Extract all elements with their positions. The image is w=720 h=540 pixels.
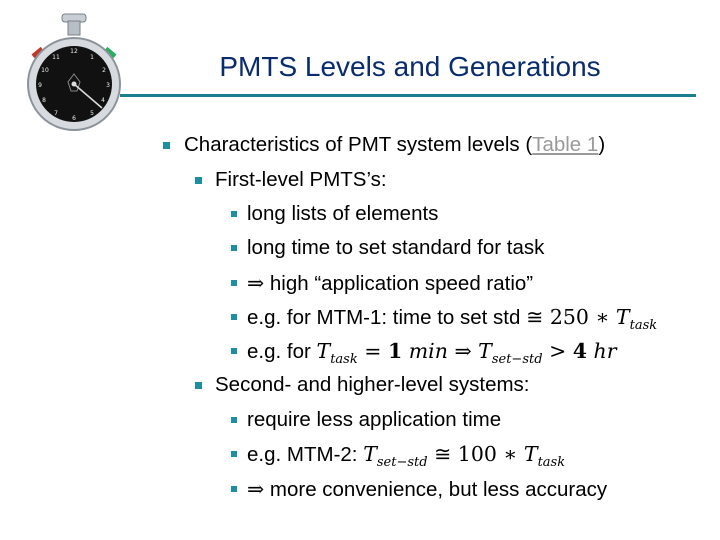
bullet-ttask-example: e.g. for $T_{task} = 1$ min ⇒ $T_{set-std} > 4$ hr: [247, 339, 617, 367]
svg-text:3: 3: [106, 82, 110, 89]
svg-text:8: 8: [42, 97, 46, 104]
bullet-marker: [231, 451, 237, 457]
svg-text:9: 9: [38, 82, 42, 89]
bullet-mtm1-example: e.g. for MTM-1: time to set std ≅ 250 ∗ $T_{task}$: [247, 305, 658, 333]
bullet-marker: [231, 245, 237, 251]
svg-text:6: 6: [72, 115, 76, 122]
bullet-speed-ratio: ⇒ high “application speed ratio”: [247, 271, 534, 295]
bullet-mtm2-example: e.g. MTM-2: $T_{set-std}$ ≅ 100 ∗ $T_{task}$: [247, 442, 566, 470]
bullet-marker: [231, 417, 237, 423]
bullet-marker: [231, 314, 237, 320]
bullet-long-time: long time to set standard for task: [247, 236, 545, 259]
bullet-less-time: require less application time: [247, 408, 502, 431]
bullet-first-level: First-level PMTS’s:: [215, 168, 387, 191]
svg-text:11: 11: [52, 54, 60, 61]
slide-title: PMTS Levels and Generations: [219, 51, 601, 82]
svg-text:5: 5: [90, 110, 94, 117]
bullet-marker: [231, 486, 237, 492]
svg-text:2: 2: [102, 67, 106, 74]
bullet-convenience: ⇒ more convenience, but less accuracy: [247, 477, 608, 501]
svg-text:10: 10: [41, 67, 49, 74]
svg-text:7: 7: [54, 110, 58, 117]
svg-text:1: 1: [90, 54, 94, 61]
bullet-marker: [163, 142, 170, 149]
bullet-second-level: Second- and higher-level systems:: [215, 373, 530, 396]
bullet-characteristics: Characteristics of PMT system levels (Table 1): [184, 133, 606, 156]
bullet-marker: [231, 280, 237, 286]
bullet-marker: [231, 348, 237, 354]
svg-text:12: 12: [70, 48, 78, 55]
svg-text:4: 4: [101, 97, 105, 104]
table-1-link[interactable]: Table 1: [532, 133, 599, 156]
bullet-marker: [195, 177, 202, 184]
bullet-marker: [231, 211, 237, 217]
bullet-long-lists: long lists of elements: [247, 202, 439, 225]
bullet-marker: [195, 382, 202, 389]
